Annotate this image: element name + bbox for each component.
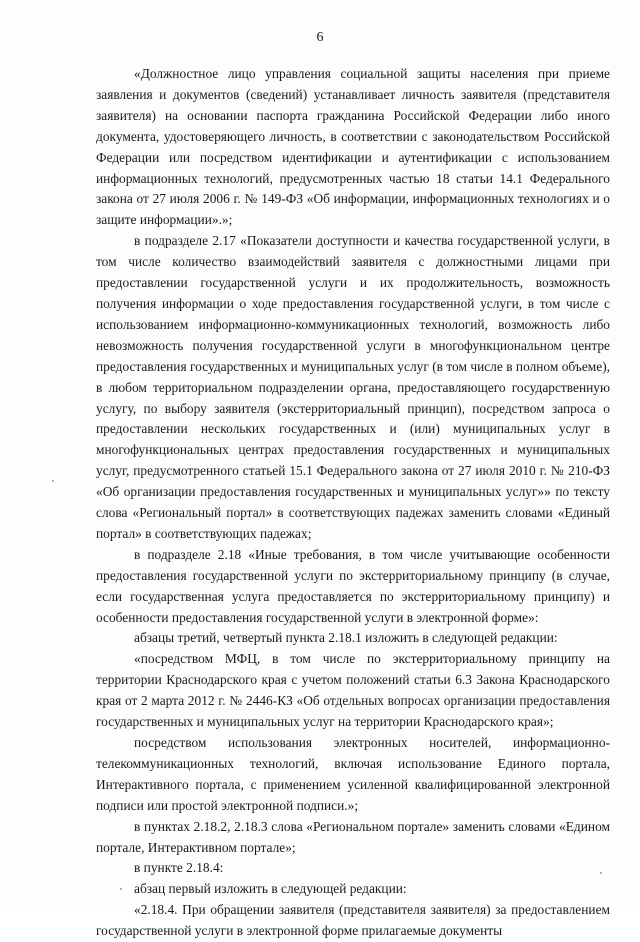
paragraph-subsection-2-18: в подразделе 2.18 «Иные требования, в том числе учитывающие особенности предоставления государственной услуги по экстерриториальному принципу (в случае, если государственная услуга предоставляется по экстерриториальному принципу) и особенности предоставления государственной услуги в электронной форме»: [96,546,610,625]
paragraph-mfc-provision: «посредством МФЦ, в том числе по экстерриториальному принципу на территории Краснодарского края с учетом положений статьи 6.3 Закона Краснодарского края от 2 марта 2012 г. № 2446-КЗ «Об отдельных вопросах организации предоставления государственных и муниципальных услуг на территории Краснодарского края»; [96,651,610,730]
document-body [96,64,610,942]
page-number: 6 [316,30,324,45]
paragraph-items-2-18-2-3: в пунктах 2.18.2, 2.18.3 слова «Региональном портале» заменить словами «Едином портале, Интерактивном портале»; [96,818,610,855]
paragraph-item-2-18-1-intro: абзацы третий, четвертый пункта 2.18.1 изложить в следующей редакции: [134,630,558,646]
paragraph-subsection-2-17: в подразделе 2.17 «Показатели доступности и качества государственной услуги, в том числе количество взаимодействий заявителя с должностными лицами при предоставлении государственной услуги и их продолжительность, возможность получения информации о ходе предоставления государственной услуги, в том числе с использованием информационно-коммуникационных технологий, возможность либо невозможность получения государственной услуги в многофункциональном центре предоставления государственных и муниципальных услуг (в том числе в полном объеме), в любом территориальном подразделении органа, предоставляющего государственную услугу, по выбору заявителя (экстерриториальный принцип), посредством запроса о предоставлении нескольких государственных и (или) муниципальных услуг в многофункциональных центрах предоставления государственных и муниципальных услуг, предусмотренного статьей 15.1 Федерального закона от 27 июля 2010 г. № 210-ФЗ «Об организации предоставления государственных и муниципальных услуг»» по тексту слова «Региональный портал» в соответствующих падежах заменить словами «Единый портал» в соответствующих падежах; [96,233,610,541]
paragraph-identity-verification: «Должностное лицо управления социальной защиты населения при приеме заявления и документов (сведений) устанавливает личность заявителя (представителя заявителя) на основании паспорта гражданина Российской Федерации либо иного документа, удостоверяющего личность, в соответствии с законодательством Российской Федерации или посредством идентификации и аутентификации с использованием информационных технологий, предусмотренных частью 18 статьи 14.1 Федерального закона от 27 июля 2006 г. № 149-ФЗ «Об информации, информационных технологиях и о защите информации».»; [96,66,610,228]
paragraph-electronic-media: посредством использования электронных носителей, информационно-телекоммуникационных технологий, включая использование Единого портала, Интерактивного портала, с применением усиленной квалифицированной электронной подписи или простой электронной подписи.»; [96,735,610,813]
paragraph-item-2-18-4: в пункте 2.18.4: [134,860,224,876]
scan-speck [600,872,602,874]
paragraph-first-abzac: абзац первый изложить в следующей редакции: [134,881,407,897]
scan-speck [120,888,122,890]
scan-speck [52,480,54,482]
paragraph-2-18-4-text: «2.18.4. При обращении заявителя (представителя заявителя) за предоставлением государственной услуги в электронной форме прилагаемые документы [96,902,610,939]
